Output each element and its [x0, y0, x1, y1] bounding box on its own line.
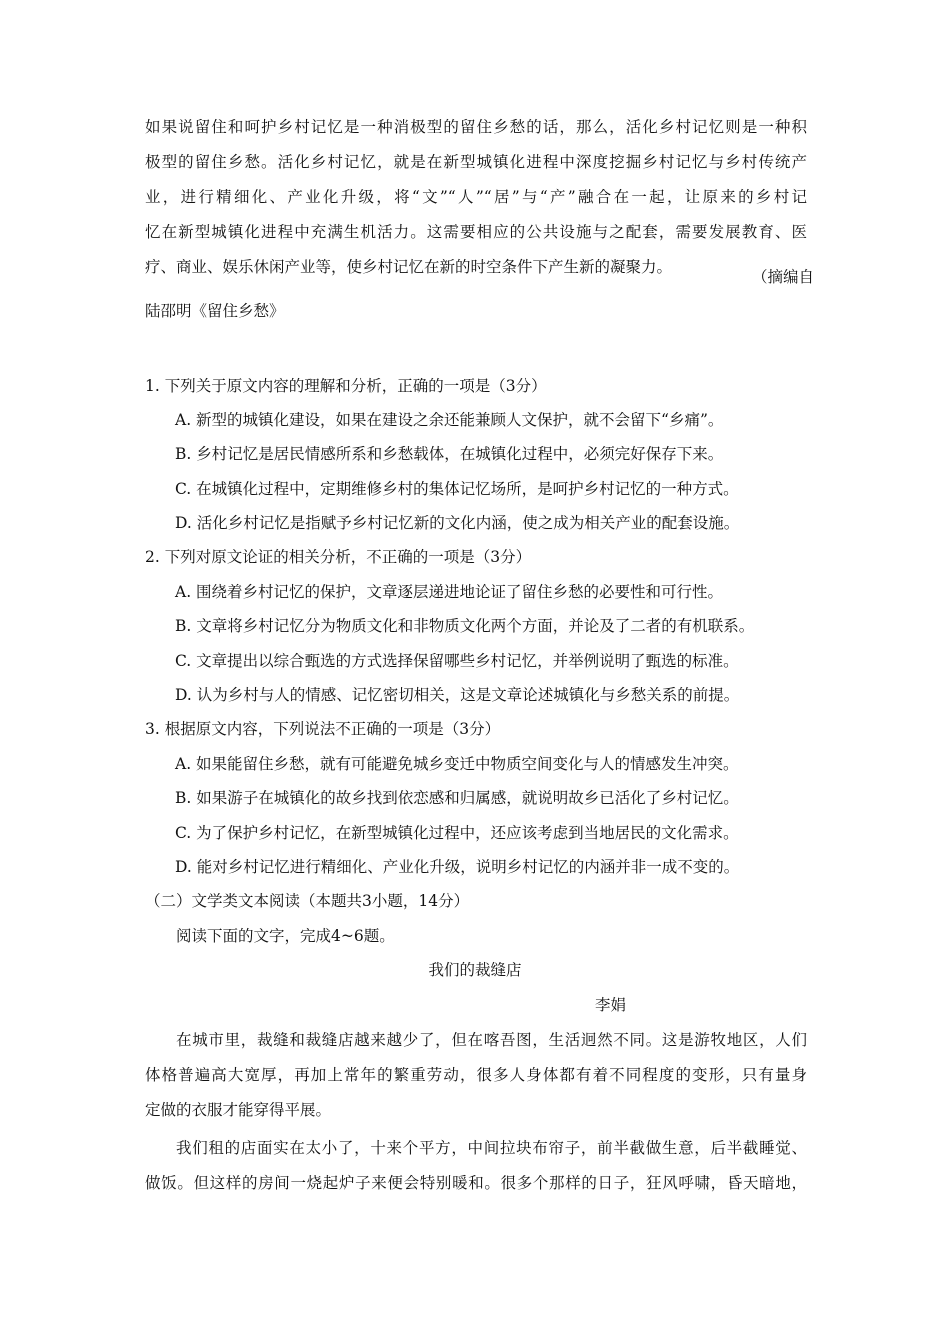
section-heading: （二）文学类文本阅读（本题共3小题，14分） [145, 892, 470, 910]
story-title: 我们的裁缝店 [428, 961, 522, 979]
question-option: D. 活化乡村记忆是指赋予乡村记忆新的文化内涵，使之成为相关产业的配套设施。 [175, 514, 740, 532]
question-stem: 2. 下列对原文论证的相关分析，不正确的一项是（3分） [145, 548, 532, 566]
question-stem: 3. 根据原文内容，下列说法不正确的一项是（3分） [145, 720, 501, 738]
story-line: 我们租的店面实在太小了，十来个平方，中间拉块布帘子，前半截做生意，后半截睡觉、 [176, 1139, 807, 1157]
story-line: 在城市里，裁缝和裁缝店越来越少了，但在喀吾图，生活迥然不同。这是游牧地区，人们 [176, 1031, 807, 1049]
story-line: 定做的衣服才能穿得平展。 [145, 1101, 332, 1119]
question-option: B. 文章将乡村记忆分为物质文化和非物质文化两个方面，并论及了二者的有机联系。 [175, 617, 755, 635]
question-stem: 1. 下列关于原文内容的理解和分析，正确的一项是（3分） [145, 377, 547, 395]
question-option: C. 为了保护乡村记忆，在新型城镇化过程中，还应该考虑到当地居民的文化需求。 [175, 824, 739, 842]
reading-instruction: 阅读下面的文字，完成4~6题。 [176, 927, 395, 945]
story-line: 做饭。但这样的房间一烧起炉子来便会特别暖和。很多个那样的日子，狂风呼啸，昏天暗地， [145, 1174, 807, 1192]
source-citation: 陆邵明《留住乡愁》 [145, 302, 285, 320]
question-option: A. 如果能留住乡愁，就有可能避免城乡变迁中物质空间变化与人的情感发生冲突。 [175, 755, 739, 773]
source-note: （摘编自 [752, 268, 815, 286]
question-option: A. 新型的城镇化建设，如果在建设之余还能兼顾人文保护，就不会留下“乡痛”。 [175, 411, 724, 429]
question-option: B. 乡村记忆是居民情感所系和乡愁载体，在城镇化过程中，必须完好保存下来。 [175, 445, 724, 463]
passage-line: 极型的留住乡愁。活化乡村记忆，就是在新型城镇化进程中深度挖掘乡村记忆与乡村传统产 [145, 153, 807, 171]
question-option: C. 在城镇化过程中，定期维修乡村的集体记忆场所，是呵护乡村记忆的一种方式。 [175, 480, 739, 498]
question-option: D. 能对乡村记忆进行精细化、产业化升级，说明乡村记忆的内涵并非一成不变的。 [175, 858, 740, 876]
question-option: D. 认为乡村与人的情感、记忆密切相关，这是文章论述城镇化与乡愁关系的前提。 [175, 686, 740, 704]
passage-line: 疗、商业、娱乐休闲产业等，使乡村记忆在新的时空条件下产生新的凝聚力。 [145, 258, 673, 276]
passage-line: 忆在新型城镇化进程中充满生机活力。这需要相应的公共设施与之配套，需要发展教育、医 [145, 223, 807, 241]
passage-line: 业，进行精细化、产业化升级，将“文”“人”“居”与“产”融合在一起，让原来的乡村记 [145, 188, 807, 206]
story-author: 李娟 [595, 996, 627, 1014]
passage-line: 如果说留住和呵护乡村记忆是一种消极型的留住乡愁的话，那么，活化乡村记忆则是一种积 [145, 118, 807, 136]
question-option: A. 围绕着乡村记忆的保护，文章逐层递进地论证了留住乡愁的必要性和可行性。 [175, 583, 724, 601]
story-line: 体格普遍高大宽厚，再加上常年的繁重劳动，很多人身体都有着不同程度的变形，只有量身 [145, 1066, 807, 1084]
question-option: B. 如果游子在城镇化的故乡找到依恋感和归属感，就说明故乡已活化了乡村记忆。 [175, 789, 739, 807]
question-option: C. 文章提出以综合甄选的方式选择保留哪些乡村记忆，并举例说明了甄选的标准。 [175, 652, 739, 670]
